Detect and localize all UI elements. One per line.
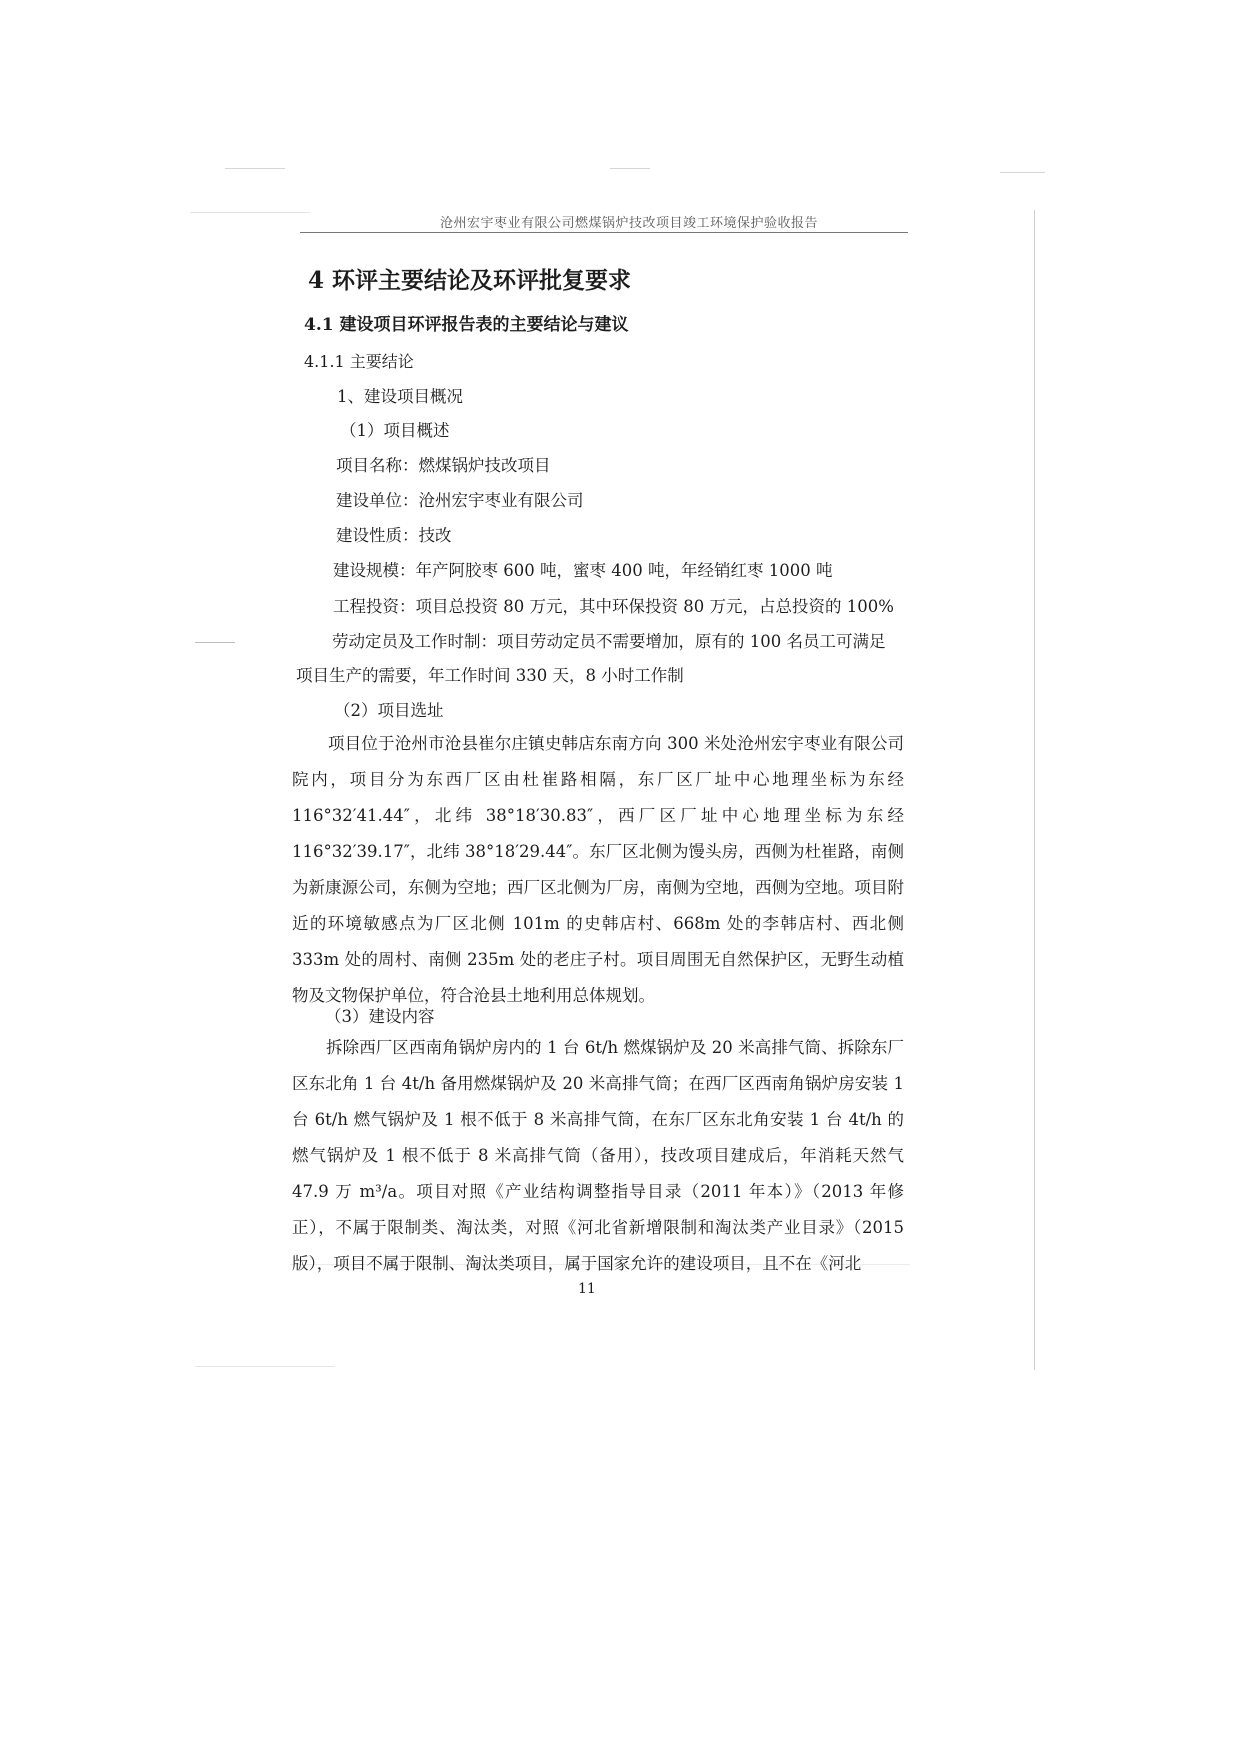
scan-artifact-line (225, 168, 285, 169)
scan-artifact-vline (1034, 210, 1035, 1370)
scan-artifact-line (1000, 172, 1045, 173)
construction-nature-line: 建设性质：技改 (336, 526, 452, 545)
scan-artifact-line (195, 1366, 335, 1367)
scan-artifact-line (610, 168, 650, 169)
header-rule (300, 232, 908, 233)
content-paragraph: 拆除西厂区西南角锅炉房内的 1 台 6t/h 燃煤锅炉及 20 米高排气筒、拆除东厂区东北角 1 台 4t/h 备用燃煤锅炉及 20 米高排气筒；在西厂区西南角锅炉房安装 1 台 6t/h 燃气锅炉及 1 根不低于 8 米高排气筒，在东厂区东北角安装 1 台 4t/h 的燃气锅炉及 1 根不低于 8 米高排气筒（备用），技改项目建成后，年消耗天然气 47.9 万 m³/a。项目对照《产业结构调整指导目录（2011 年本）》（2013 年修正），不属于限制类、淘汰类，对照《河北省新增限制和淘汰类产业目录》（2015 版），项目不属于限制、淘汰类项目，属于国家允许的建设项目，且不在《河北 (292, 1038, 904, 1273)
labor-line-1: 劳动定员及工作时制：项目劳动定员不需要增加，原有的 100 名员工可满足 (332, 632, 886, 651)
site-paragraph: 项目位于沧州市沧县崔尔庄镇史韩店东南方向 300 米处沧州宏宇枣业有限公司院内，项目分为东西厂区由杜崔路相隔，东厂区厂址中心地理坐标为东经 116°32′41.44″，北纬 38°18′30.83″，西厂区厂址中心地理坐标为东经 116°32′39.17″，北纬 38°18′29.44″。东厂区北侧为馒头房，西侧为杜崔路，南侧为新康源公司，东侧为空地；西厂区北侧为厂房，南侧为空地，西侧为空地。项目附近的环境敏感点为厂区北侧 101m 的史韩店村、668m 处的李韩店村、西北侧 333m 处的周村、南侧 235m 处的老庄子村。项目周围无自然保护区，无野生动植物及文物保护单位，符合沧县土地利用总体规划。 (292, 734, 904, 1005)
overview-heading: 1、建设项目概况 (337, 387, 463, 406)
investment-line: 工程投资：项目总投资 80 万元，其中环保投资 80 万元，占总投资的 100% (333, 597, 894, 616)
labor-line-2: 项目生产的需要，年工作时间 330 天，8 小时工作制 (296, 666, 684, 685)
construction-unit-line: 建设单位：沧州宏宇枣业有限公司 (336, 491, 584, 510)
page-number: 11 (578, 1281, 596, 1297)
chapter-heading: 4 环评主要结论及环评批复要求 (308, 267, 632, 294)
overview-sub-heading: （1）项目概述 (340, 421, 450, 440)
project-name-line: 项目名称：燃煤锅炉技改项目 (336, 456, 551, 475)
subsection-heading: 4.1.1 主要结论 (304, 352, 414, 371)
site-heading: （2）项目选址 (334, 701, 444, 720)
running-header-title: 沧州宏宇枣业有限公司燃煤锅炉技改项目竣工环境保护验收报告 (440, 216, 819, 231)
section-heading: 4.1 建设项目环评报告表的主要结论与建议 (304, 315, 629, 335)
scan-artifact-line (195, 642, 235, 643)
construction-scale-line: 建设规模：年产阿胶枣 600 吨，蜜枣 400 吨，年经销红枣 1000 吨 (333, 561, 833, 580)
content-heading: （3）建设内容 (325, 1007, 435, 1026)
scan-artifact-line (190, 212, 310, 213)
